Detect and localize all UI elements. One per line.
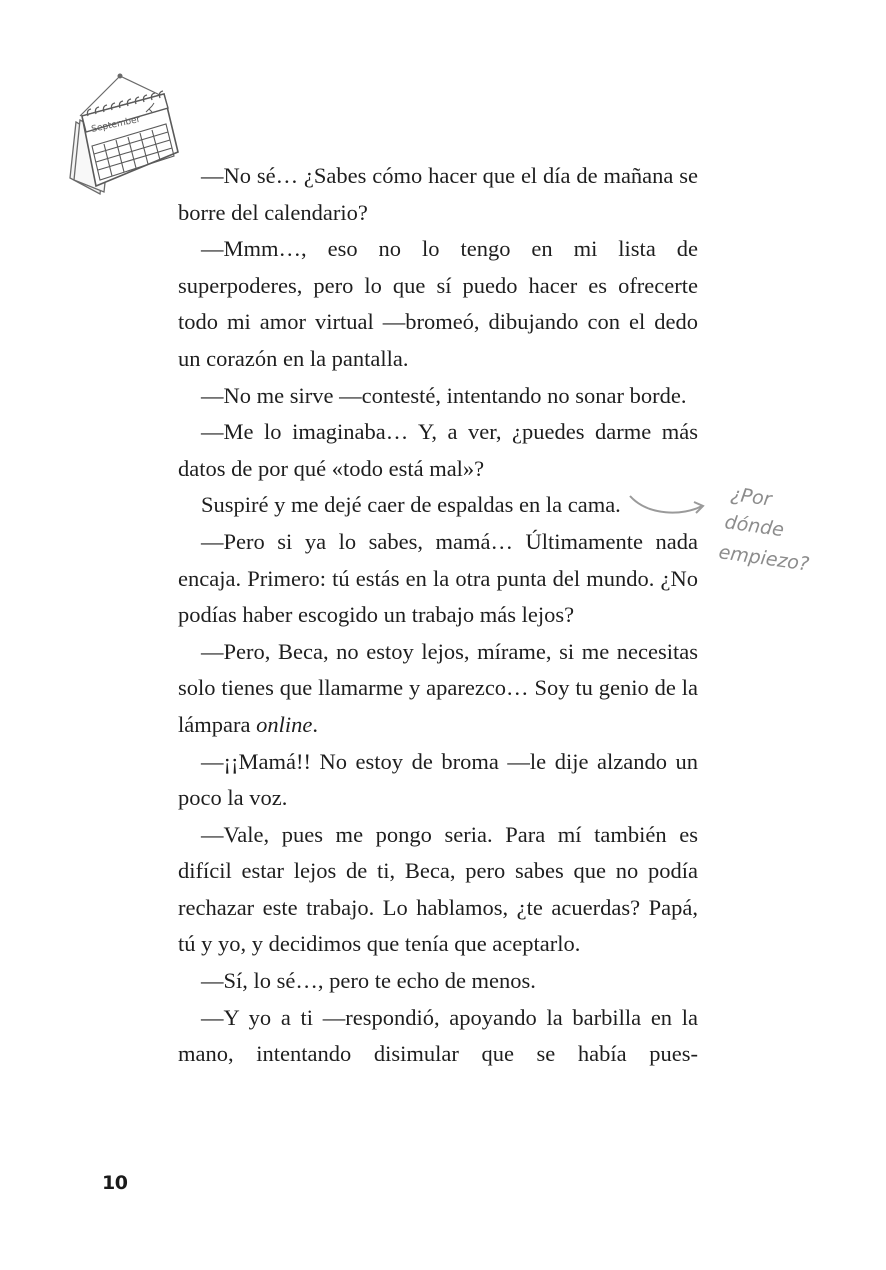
paragraph-2: —Mmm…, eso no lo tengo en mi lista de superpoderes, pero lo que sí puedo hacer es ofrecerte todo mi amor virtual —bromeó, dibujando con el dedo un corazón en la pantalla. xyxy=(178,236,698,371)
paragraph-9: —Vale, pues me pongo seria. Para mí también es difícil estar lejos de ti, Beca, pero sabes que no podía rechazar este trabajo. Lo hablamos, ¿te acuerdas? Papá, tú y yo, y decidimos que tenía que aceptarlo. xyxy=(178,821,698,957)
paragraph-1: —No sé… ¿Sabes cómo hacer que el día de mañana se borre del calendario? xyxy=(178,163,698,225)
paragraph-6: —Pero si ya lo sabes, mamá… Últimamente nada encaja. Primero: tú estás en la otra punta del mundo. ¿No podías haber escogido un trabajo más lejos? xyxy=(178,528,698,628)
paragraph-5: Suspiré y me dejé caer de espaldas en la cama. xyxy=(201,492,621,518)
paragraph-7-italic: online xyxy=(256,711,313,737)
margin-note xyxy=(628,476,828,586)
paragraph-10: —Sí, lo sé…, pero te echo de menos. xyxy=(201,968,536,994)
paragraph-3: —No me sirve —contesté, intentando no sonar borde. xyxy=(201,382,687,408)
margin-note-line2: dónde xyxy=(723,511,786,542)
paragraph-7 xyxy=(178,634,698,744)
paragraph-4: —Me lo imaginaba… Y, a ver, ¿puedes darme más datos de por qué «todo está mal»? xyxy=(178,419,698,481)
paragraph-7-text: —Pero, Beca, no estoy lejos, mírame, si me necesitas solo tienes que llamarme y aparezco… Soy tu genio de la lámpara xyxy=(178,638,698,737)
paragraph-8: —¡¡Mamá!! No estoy de broma —le dije alzando un poco la voz. xyxy=(178,748,698,811)
margin-note-line1: ¿Por xyxy=(729,483,773,511)
arrow-icon xyxy=(630,496,702,513)
paragraph-11: —Y yo a ti —respondió, apoyando la barbilla en la mano, intentando disimular que se había pues- xyxy=(178,1004,698,1067)
margin-note-line3: empiezo? xyxy=(717,541,811,576)
page-number: 10 xyxy=(102,1172,128,1194)
paragraph-7-end: . xyxy=(312,711,318,737)
body-text xyxy=(178,158,698,1073)
calendar-month-label: September xyxy=(90,114,142,135)
